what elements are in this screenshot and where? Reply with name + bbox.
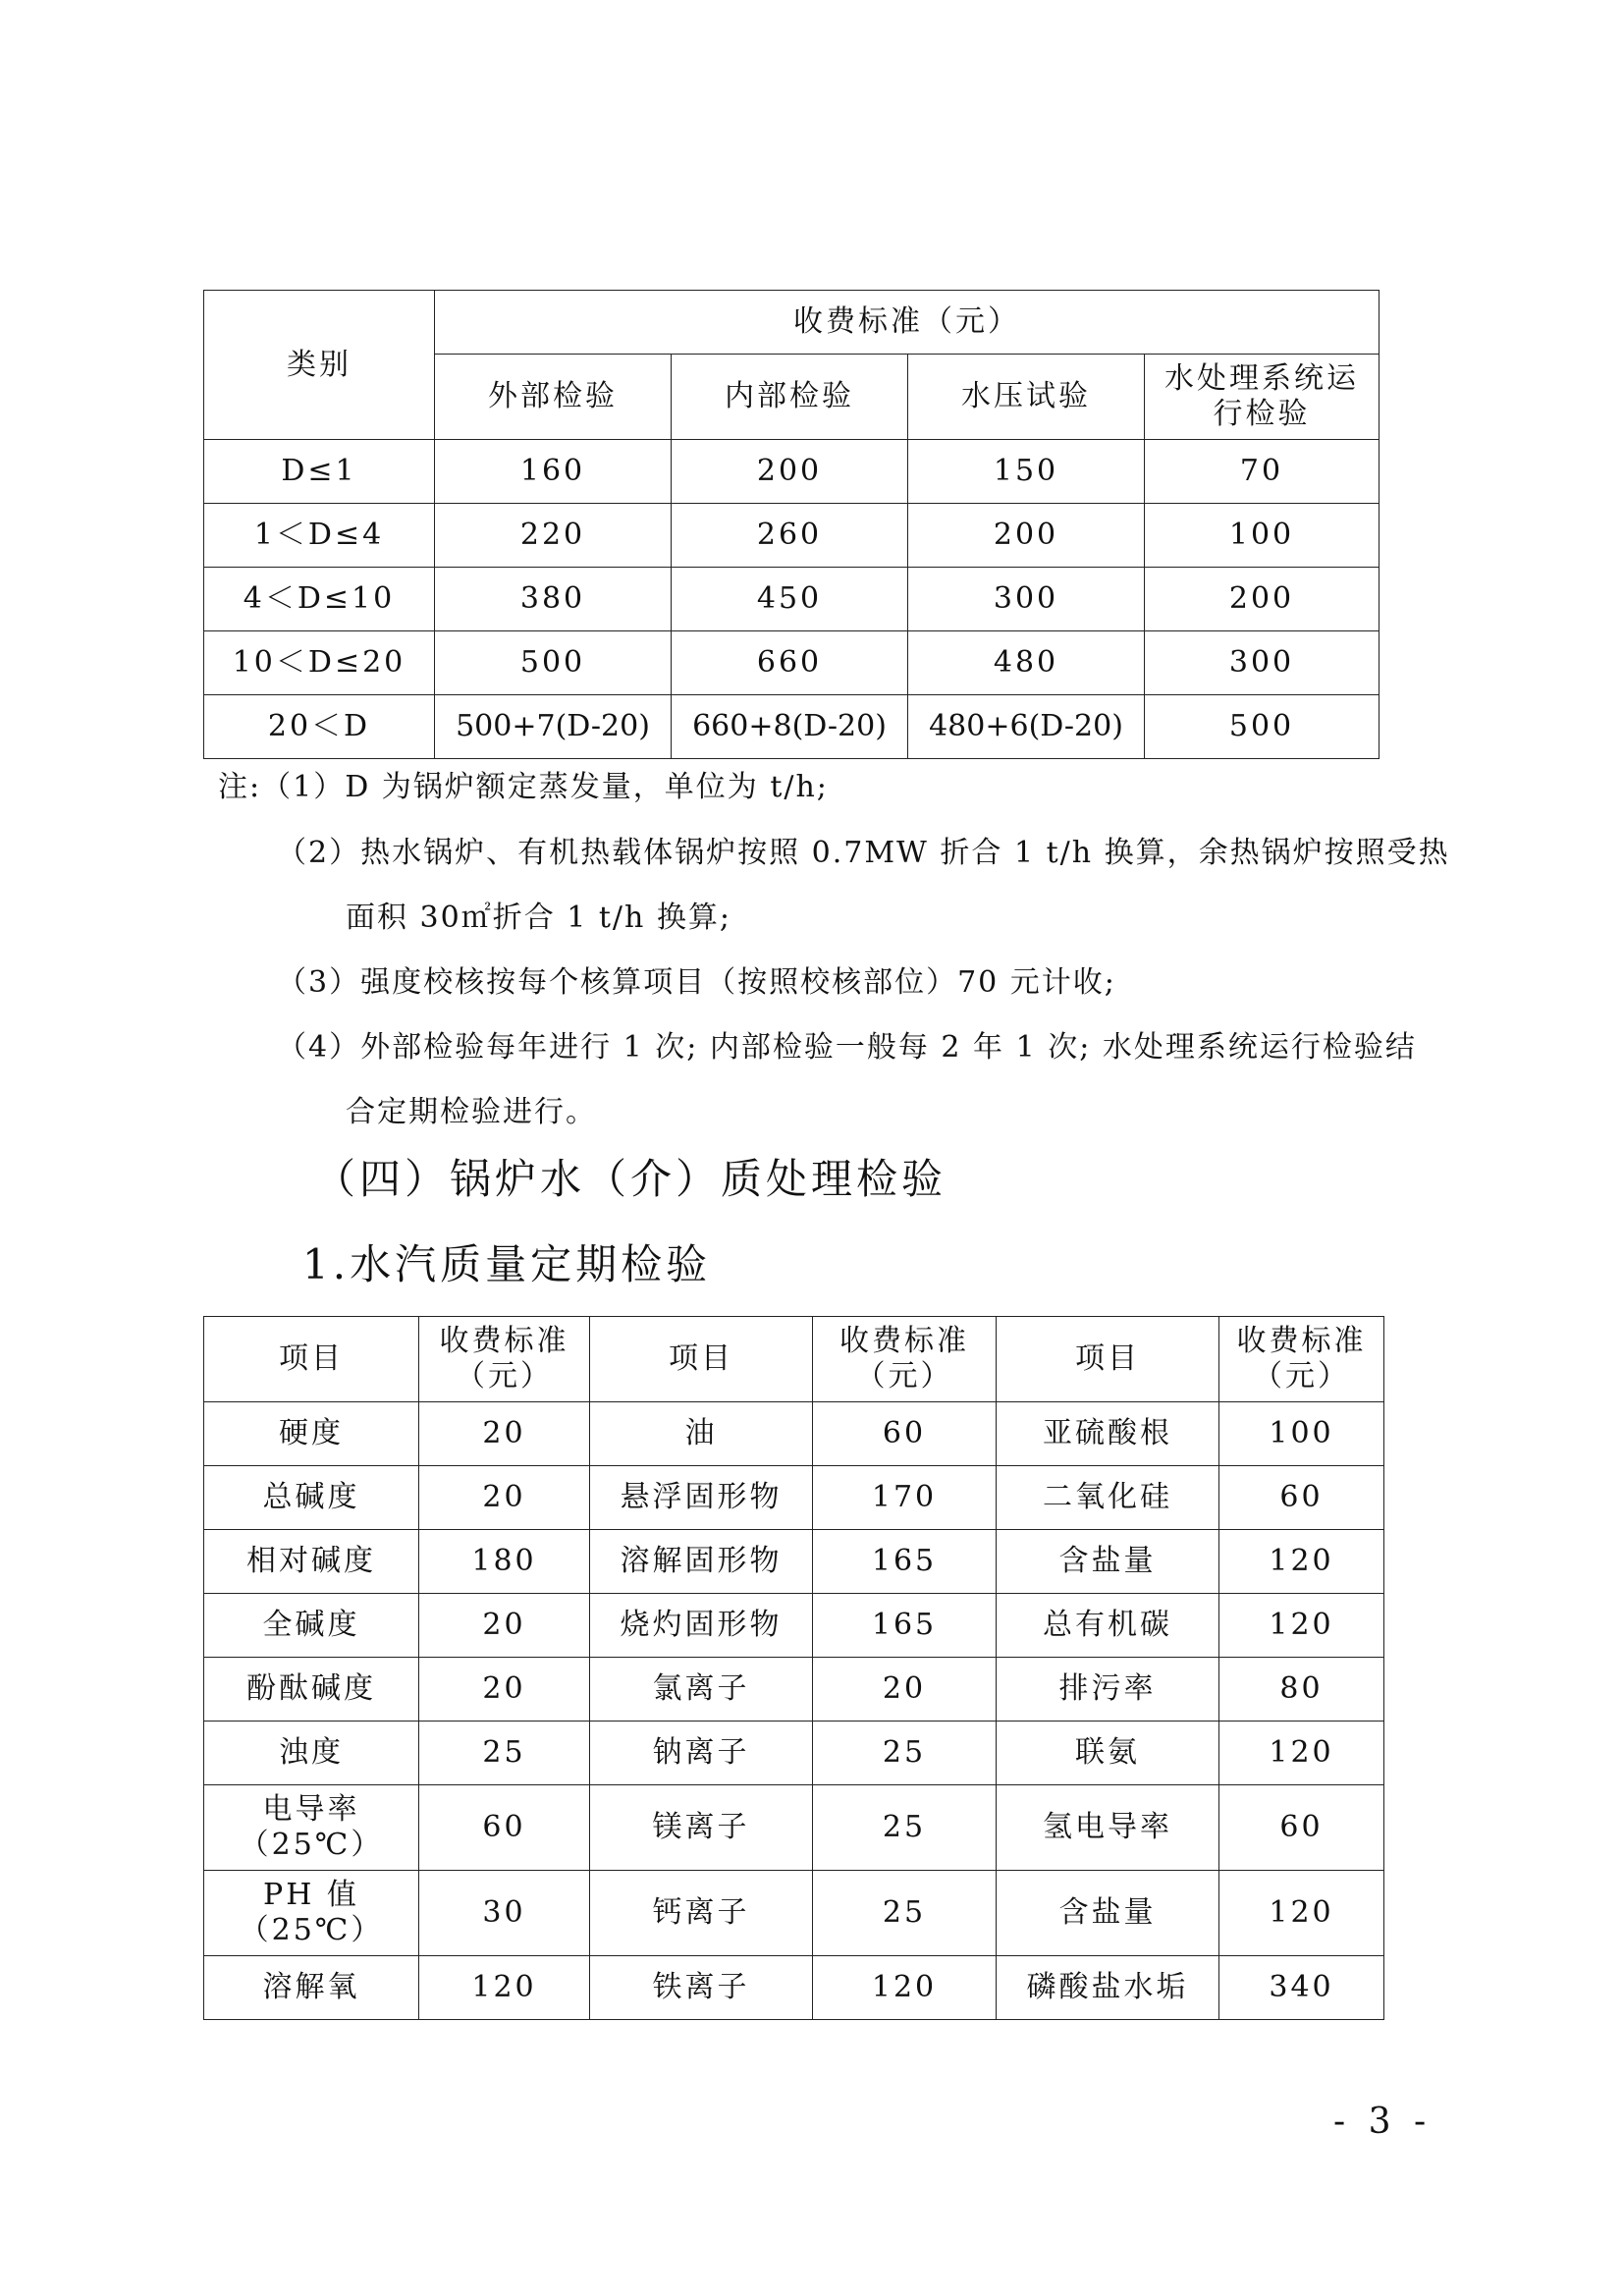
table-cell: 70 — [1145, 440, 1380, 504]
table-cell: 120 — [1219, 1871, 1384, 1956]
table-row — [204, 631, 1380, 695]
table-cell: 80 — [1219, 1658, 1384, 1722]
table-cell: 20 — [419, 1402, 590, 1466]
subheader-internal: 内部检验 — [672, 355, 908, 440]
table-cell: 电导率（25℃） — [204, 1785, 419, 1871]
table-row — [204, 504, 1380, 568]
note-2: （2）热水锅炉、有机热载体锅炉按照 0.7MW 折合 1 t/h 换算，余热锅炉按照受热 — [277, 836, 1450, 870]
table-row — [204, 1722, 1384, 1785]
table-cell: 480 — [908, 631, 1145, 695]
section-heading: （四）锅炉水（介）质处理检验 — [314, 1155, 947, 1203]
header-fee-standard: 收费标准（元） — [435, 291, 1380, 355]
table-cell: 300 — [1145, 631, 1380, 695]
table-cell: 60 — [1219, 1466, 1384, 1530]
table-cell: 200 — [1145, 568, 1380, 631]
table-cell: 全碱度 — [204, 1594, 419, 1658]
table-cell: 油 — [590, 1402, 813, 1466]
table-cell: 含盐量 — [997, 1871, 1219, 1956]
note-4: （4）外部检验每年进行 1 次; 内部检验一般每 2 年 1 次; 水处理系统运行检验结 — [277, 1030, 1417, 1065]
table-cell: 660+8(D-20) — [672, 695, 908, 759]
subsection-heading: 1.水汽质量定期检验 — [302, 1240, 712, 1288]
table-cell: 25 — [813, 1722, 997, 1785]
table-cell: 溶解固形物 — [590, 1530, 813, 1594]
table-cell: 200 — [908, 504, 1145, 568]
subheader-external: 外部检验 — [435, 355, 672, 440]
table-cell: 联氨 — [997, 1722, 1219, 1785]
table-cell: 300 — [908, 568, 1145, 631]
table-cell: D≤1 — [204, 440, 435, 504]
table-cell: 氯离子 — [590, 1658, 813, 1722]
table-cell: 亚硫酸根 — [997, 1402, 1219, 1466]
table-cell: 120 — [1219, 1530, 1384, 1594]
table-cell: 120 — [1219, 1594, 1384, 1658]
table-cell: 100 — [1219, 1402, 1384, 1466]
header-fee: 收费标准（元） — [419, 1317, 590, 1402]
table-cell: 25 — [419, 1722, 590, 1785]
table-row — [204, 1956, 1384, 2020]
table-cell: 排污率 — [997, 1658, 1219, 1722]
table-cell: 160 — [435, 440, 672, 504]
subheader-water-treatment: 水处理系统运行检验 — [1145, 355, 1380, 440]
subheader-hydro: 水压试验 — [908, 355, 1145, 440]
table-cell: 120 — [1219, 1722, 1384, 1785]
table-cell: 20 — [813, 1658, 997, 1722]
table-cell: 钠离子 — [590, 1722, 813, 1785]
table-cell: 磷酸盐水垢 — [997, 1956, 1219, 2020]
table-cell: 20 — [419, 1594, 590, 1658]
table-cell: 60 — [1219, 1785, 1384, 1871]
header-category: 类别 — [204, 291, 435, 440]
table-cell: 二氧化硅 — [997, 1466, 1219, 1530]
boiler-inspection-fee-table — [203, 290, 1380, 759]
table-cell: 60 — [419, 1785, 590, 1871]
table-row — [204, 440, 1380, 504]
table-row — [204, 568, 1380, 631]
water-quality-fee-table — [203, 1316, 1384, 2020]
table-cell: 60 — [813, 1402, 997, 1466]
table-cell: 20＜D — [204, 695, 435, 759]
header-item: 项目 — [590, 1317, 813, 1402]
table-row — [204, 1530, 1384, 1594]
note-2-cont: 面积 30㎡折合 1 t/h 换算; — [346, 901, 731, 935]
table-cell: 100 — [1145, 504, 1380, 568]
table-cell: 480+6(D-20) — [908, 695, 1145, 759]
table-cell: 氢电导率 — [997, 1785, 1219, 1871]
header-fee: 收费标准（元） — [1219, 1317, 1384, 1402]
note-1: 注:（1）D 为锅炉额定蒸发量，单位为 t/h; — [218, 770, 829, 804]
note-4-cont: 合定期检验进行。 — [346, 1095, 597, 1129]
table-cell: 相对碱度 — [204, 1530, 419, 1594]
table-cell: 总碱度 — [204, 1466, 419, 1530]
table-cell: 150 — [908, 440, 1145, 504]
table-cell: 200 — [672, 440, 908, 504]
table-row — [204, 695, 1380, 759]
page-number: - 3 - — [1333, 2102, 1433, 2142]
table-row — [204, 1785, 1384, 1871]
table-cell: 340 — [1219, 1956, 1384, 2020]
table-cell: 烧灼固形物 — [590, 1594, 813, 1658]
table-cell: 悬浮固形物 — [590, 1466, 813, 1530]
table-cell: 170 — [813, 1466, 997, 1530]
table-cell: 镁离子 — [590, 1785, 813, 1871]
table-cell: 660 — [672, 631, 908, 695]
table-cell: PH 值（25℃） — [204, 1871, 419, 1956]
table-cell: 总有机碳 — [997, 1594, 1219, 1658]
table-cell: 165 — [813, 1530, 997, 1594]
table-cell: 铁离子 — [590, 1956, 813, 2020]
table-cell: 220 — [435, 504, 672, 568]
table-cell: 380 — [435, 568, 672, 631]
table-cell: 30 — [419, 1871, 590, 1956]
table-cell: 500 — [1145, 695, 1380, 759]
note-3: （3）强度校核按每个核算项目（按照校核部位）70 元计收; — [277, 965, 1116, 1000]
table-row — [204, 1594, 1384, 1658]
header-item: 项目 — [204, 1317, 419, 1402]
table-cell: 溶解氧 — [204, 1956, 419, 2020]
table-cell: 钙离子 — [590, 1871, 813, 1956]
table-cell: 酚酞碱度 — [204, 1658, 419, 1722]
table-cell: 25 — [813, 1871, 997, 1956]
header-item: 项目 — [997, 1317, 1219, 1402]
table-cell: 硬度 — [204, 1402, 419, 1466]
table-cell: 25 — [813, 1785, 997, 1871]
table-cell: 20 — [419, 1466, 590, 1530]
table-row — [204, 1402, 1384, 1466]
table-cell: 450 — [672, 568, 908, 631]
table-cell: 120 — [813, 1956, 997, 2020]
table-cell: 1＜D≤4 — [204, 504, 435, 568]
table-cell: 浊度 — [204, 1722, 419, 1785]
table-cell: 含盐量 — [997, 1530, 1219, 1594]
header-fee: 收费标准（元） — [813, 1317, 997, 1402]
table-cell: 180 — [419, 1530, 590, 1594]
table-cell: 120 — [419, 1956, 590, 2020]
table-cell: 260 — [672, 504, 908, 568]
table-cell: 500 — [435, 631, 672, 695]
table-row — [204, 1658, 1384, 1722]
table-row — [204, 1466, 1384, 1530]
table-cell: 4＜D≤10 — [204, 568, 435, 631]
table-cell: 10＜D≤20 — [204, 631, 435, 695]
table-row — [204, 1871, 1384, 1956]
table-cell: 500+7(D-20) — [435, 695, 672, 759]
table-cell: 165 — [813, 1594, 997, 1658]
table-cell: 20 — [419, 1658, 590, 1722]
